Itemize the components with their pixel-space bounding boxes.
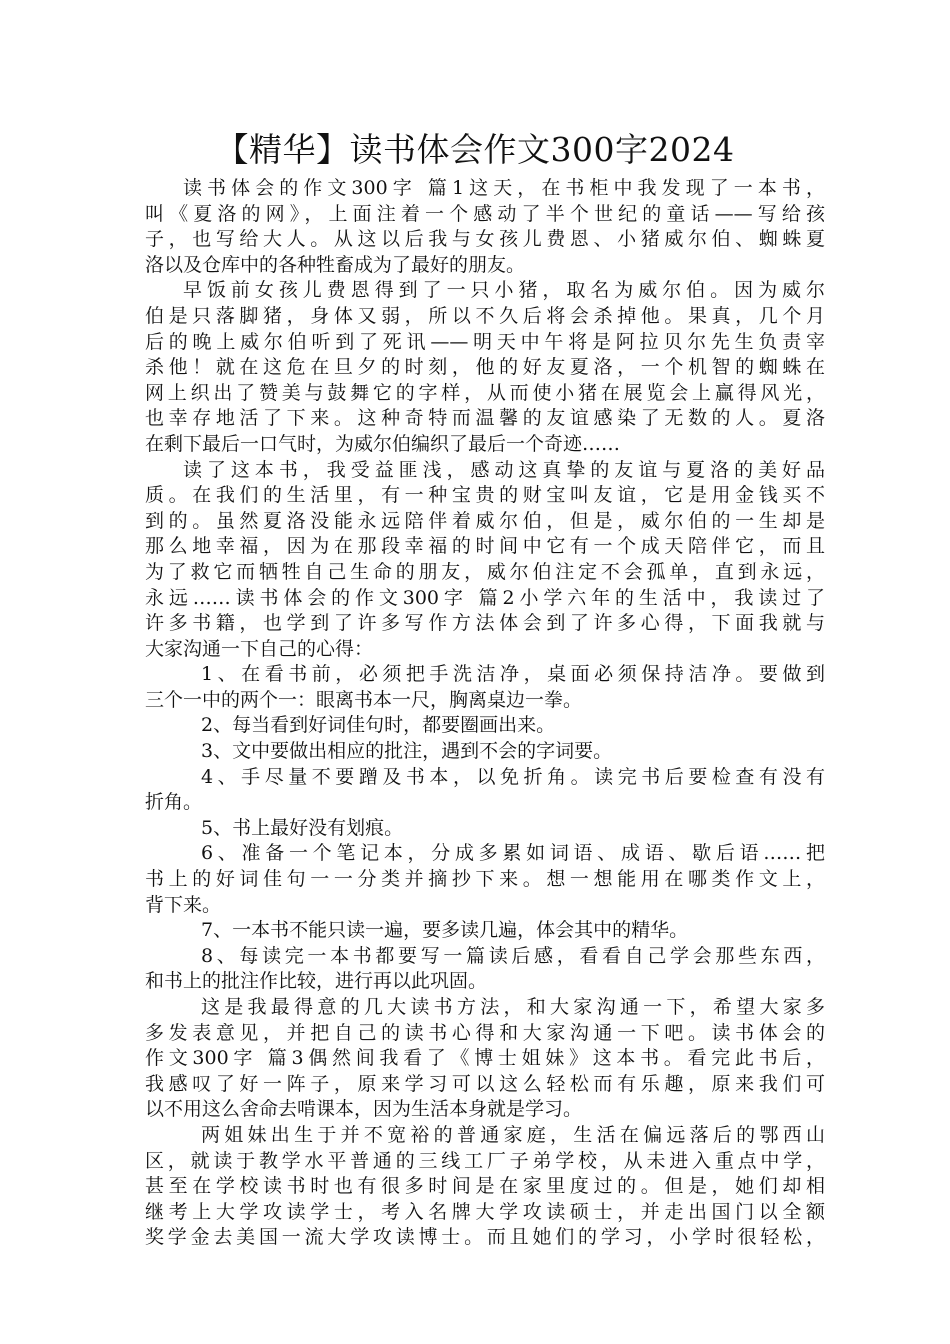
text-line: 以不用这么舍命去啃课本，因为生活本身就是学习。 (145, 1098, 583, 1121)
text-line: 我感叹了好一阵子，原来学习可以这么轻松而有乐趣，原来我们可 (145, 1072, 825, 1095)
text-line: 这是我最得意的几大读书方法，和大家沟通一下，希望大家多 (201, 996, 825, 1018)
text-line: 子，也写给大人。从这以后我与女孩儿费恩、小猪威尔伯、蜘蛛夏 (145, 228, 825, 251)
text-line: 两姐妹出生于并不宽裕的普通家庭，生活在偏远落后的鄂西山 (201, 1123, 825, 1146)
text-line: 3、文中要做出相应的批注，遇到不会的字词要。 (201, 740, 613, 763)
text-line: 奖学金去美国一流大学攻读博士。而且她们的学习，小学时很轻松， (145, 1226, 825, 1249)
text-line: 5、书上最好没有划痕。 (201, 816, 404, 839)
text-line: 和书上的批注作比较，进行再以此巩固。 (145, 970, 488, 993)
text-line: 背下来。 (145, 893, 222, 916)
text-line: 7、一本书不能只读一遍，要多读几遍，体会其中的精华。 (201, 919, 689, 942)
text-line: 多发表意见，并把自己的读书心得和大家沟通一下吧。读书体会的 (145, 1021, 825, 1044)
text-line: 到的。虽然夏洛没能永远陪伴着威尔伯，但是，威尔伯的一生却是 (145, 509, 825, 532)
text-line: 质。在我们的生活里，有一种宝贵的财宝叫友谊，它是用金钱买不 (145, 484, 825, 507)
text-line: 继考上大学攻读学士，考入名牌大学攻读硕士，并走出国门以全额 (145, 1200, 825, 1223)
text-line: 1、在看书前，必须把手洗洁净，桌面必须保持洁净。要做到 (201, 663, 825, 686)
text-line: 早饭前女孩儿费恩得到了一只小猪，取名为威尔伯。因为威尔 (183, 279, 825, 302)
text-line: 网上织出了赞美与鼓舞它的字样，从而使小猪在展览会上赢得风光， (145, 381, 825, 404)
text-line: 洛以及仓库中的各种牲畜成为了最好的朋友。 (145, 253, 526, 276)
text-line: 2、每当看到好词佳句时，都要圈画出来。 (201, 714, 556, 737)
text-line: 大家沟通一下自己的心得： (145, 637, 374, 660)
text-line: 那么地幸福，因为在那段幸福的时间中它有一个成天陪伴它，而且 (145, 535, 825, 558)
text-line: 许多书籍，也学到了许多写作方法体会到了许多心得，下面我就与 (145, 612, 825, 635)
text-line: 折角。 (145, 791, 203, 814)
text-line: 伯是只落脚猪，身体又弱，所以不久后将会杀掉他。果真，几个月 (145, 304, 825, 327)
text-line: 4、手尽量不要蹭及书本，以免折角。读完书后要检查有没有 (201, 765, 825, 788)
text-line: 6、准备一个笔记本，分成多累如词语、成语、歇后语……把 (201, 842, 825, 865)
document-body (145, 176, 825, 1251)
text-line: 永远……读书体会的作文300字 篇2小学六年的生活中，我读过了 (145, 586, 825, 609)
text-line: 8、每读完一本书都要写一篇读后感，看看自己学会那些东西， (201, 944, 825, 967)
text-line: 在剩下最后一口气时，为威尔伯编织了最后一个奇迹…… (145, 432, 621, 455)
text-line: 读了这本书，我受益匪浅，感动这真挚的友谊与夏洛的美好品 (183, 458, 825, 481)
text-line: 书上的好词佳句一一分类并摘抄下来。想一想能用在哪类作文上， (145, 868, 825, 891)
text-line: 读书体会的作文300字 篇1这天，在书柜中我发现了一本书， (183, 177, 825, 199)
text-line: 后的晚上威尔伯听到了死讯——明天中午将是阿拉贝尔先生负责宰 (145, 330, 825, 353)
text-line: 三个一中的两个一：眼离书本一尺，胸离桌边一拳。 (145, 688, 583, 711)
text-line: 杀他！就在这危在旦夕的时刻，他的好友夏洛，一个机智的蜘蛛在 (145, 356, 825, 379)
text-line: 为了救它而牺牲自己生命的朋友，威尔伯注定不会孤单，直到永远， (145, 560, 825, 583)
text-line: 甚至在学校读书时也有很多时间是在家里度过的。但是，她们却相 (145, 1175, 825, 1198)
text-line: 作文300字 篇3偶然间我看了《博士姐妹》这本书。看完此书后， (145, 1047, 825, 1070)
text-line: 区，就读于教学水平普通的三线工厂子弟学校，从未进入重点中学， (145, 1149, 825, 1172)
text-line: 也幸存地活了下来。这种奇特而温馨的友谊感染了无数的人。夏洛 (145, 407, 825, 430)
document-title: 【精华】读书体会作文300字2024 (215, 130, 735, 169)
text-line: 叫《夏洛的网》，上面注着一个感动了半个世纪的童话——写给孩 (145, 202, 825, 225)
